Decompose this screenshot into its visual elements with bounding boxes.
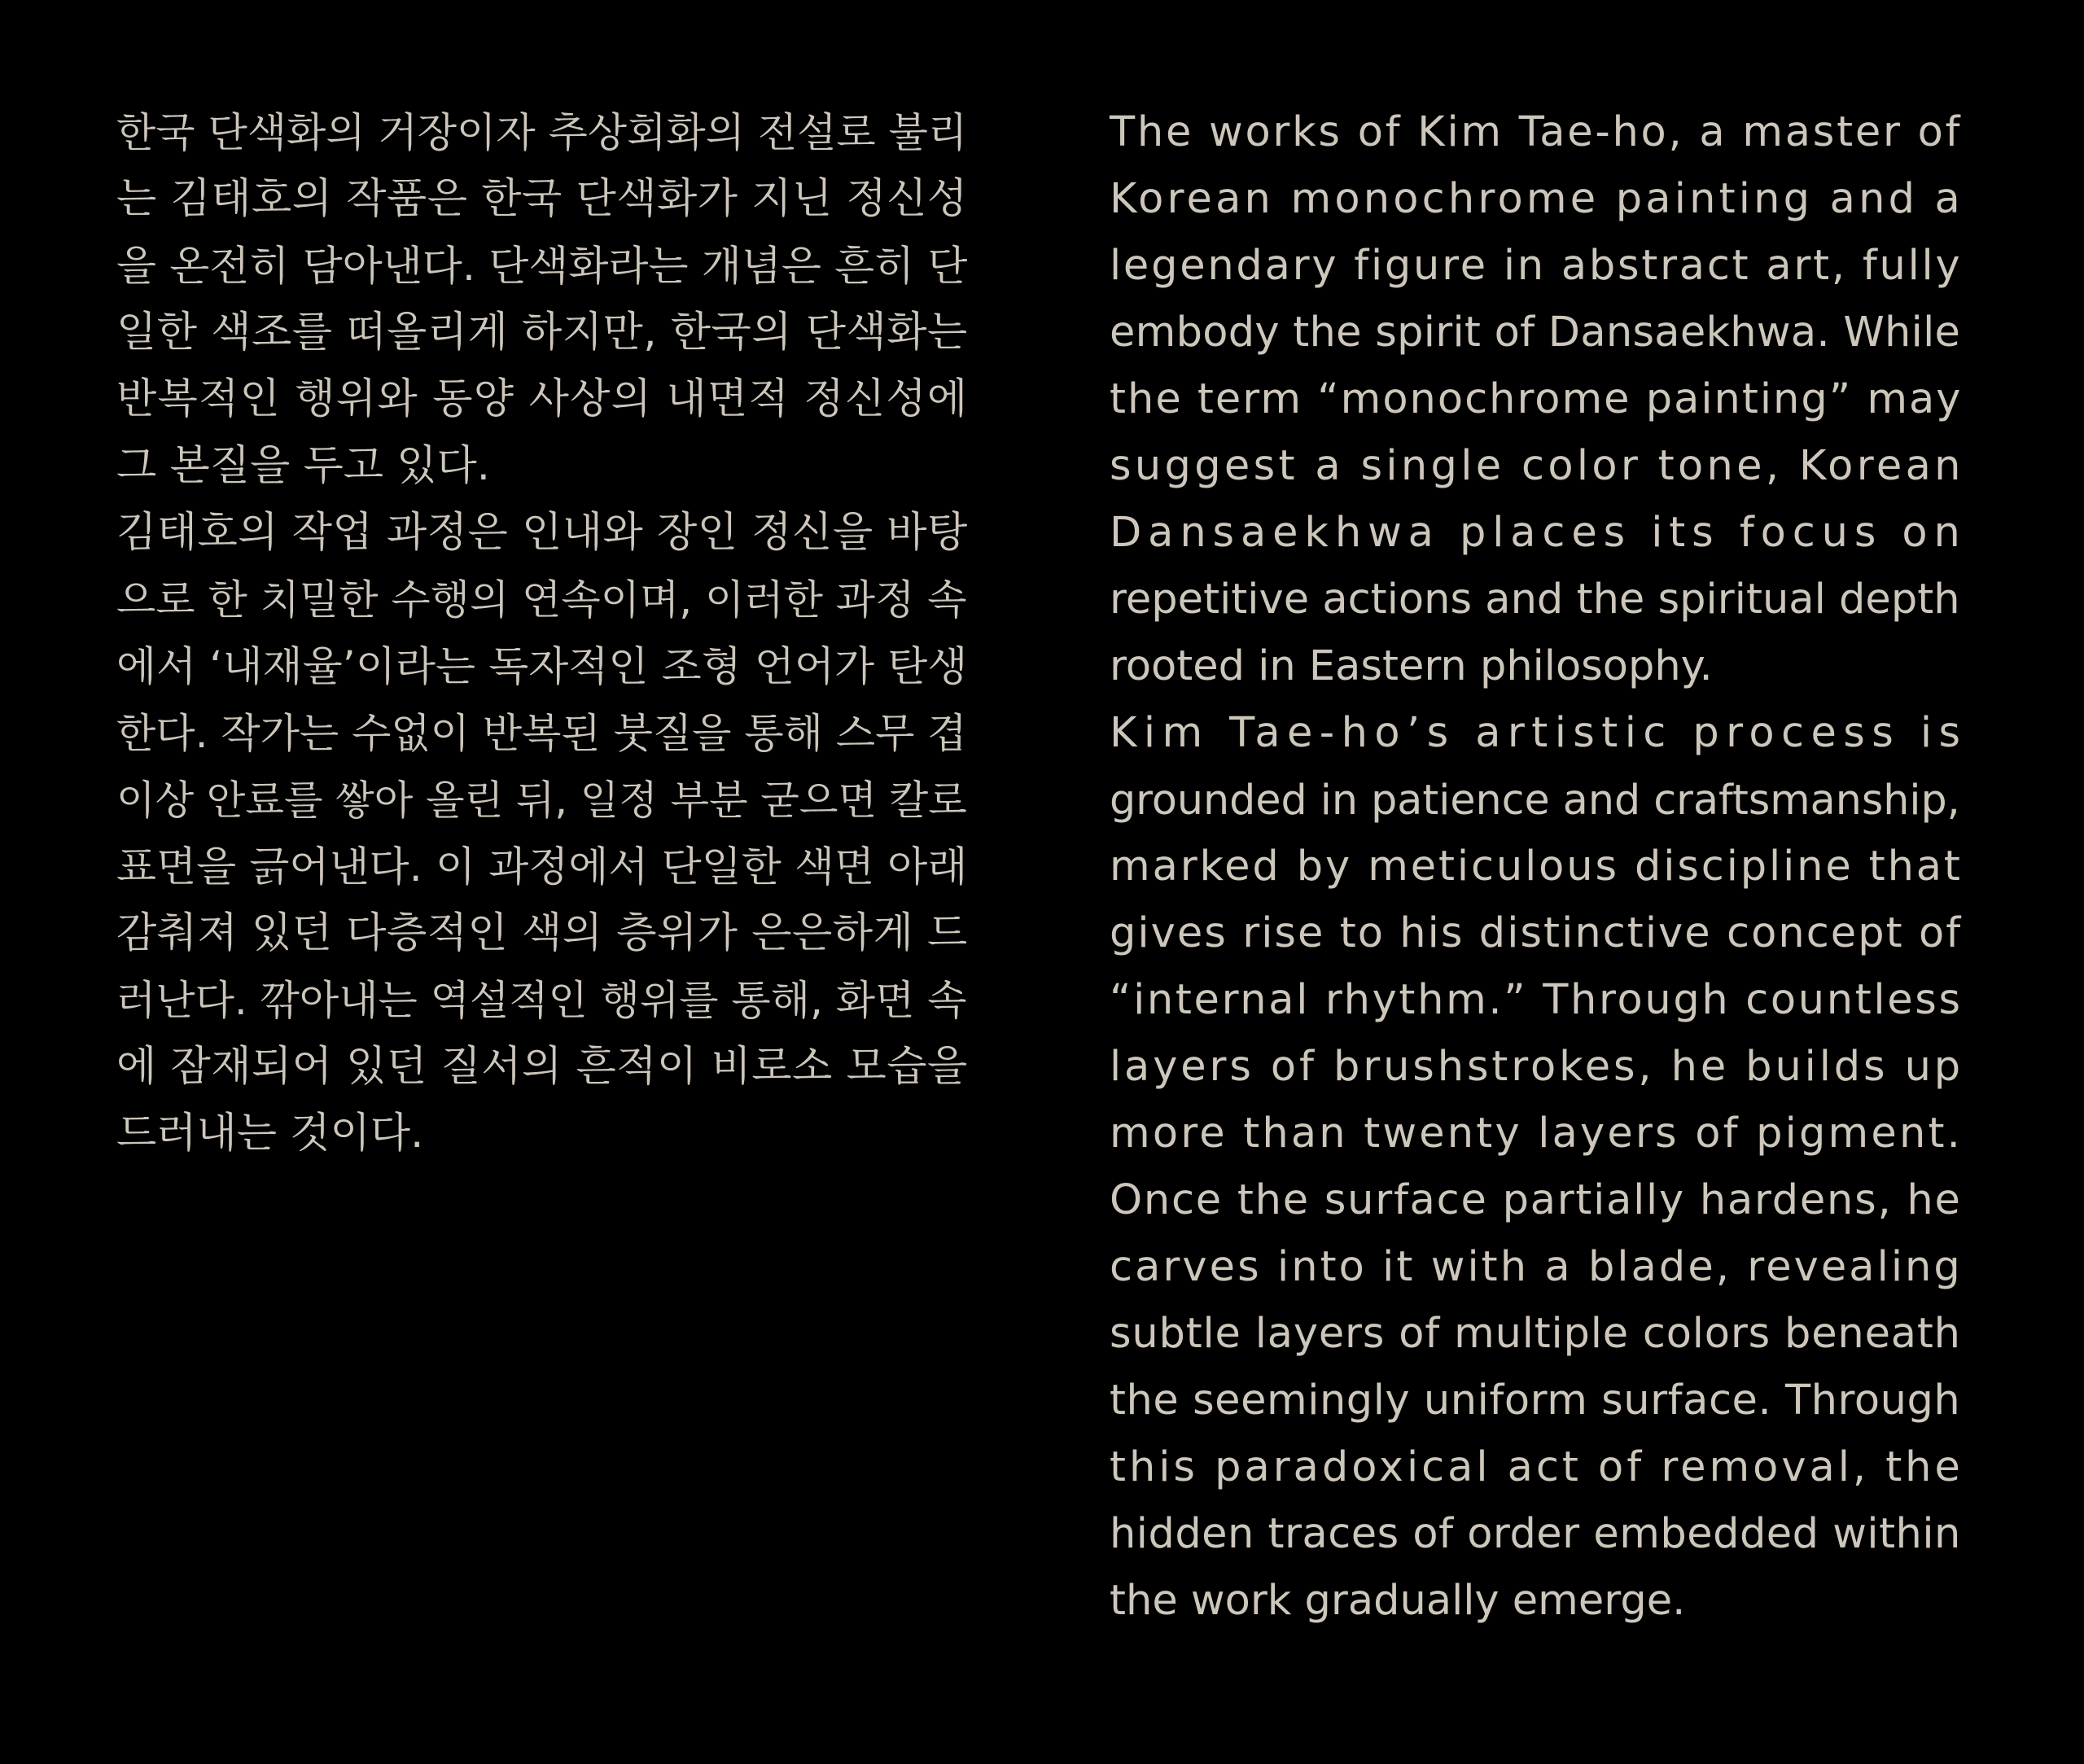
- korean-line: 이상 안료를 쌓아 올린 뒤, 일정 부분 굳으면 칼로: [116, 777, 967, 824]
- english-line: Dansaekhwa places its focus on: [1110, 509, 1967, 557]
- english-text-column: [1110, 99, 1968, 1635]
- korean-line: 한다. 작가는 수없이 반복된 붓질을 통해 스무 겹: [116, 710, 967, 757]
- korean-line: 으로 한 치밀한 수행의 연속이며, 이러한 과정 속: [116, 576, 967, 624]
- korean-line: 그 본질을 두고 있다.: [116, 442, 490, 490]
- english-line: grounded in patience and craftsmanship,: [1110, 776, 1960, 824]
- korean-line: 드러내는 것이다.: [116, 1110, 424, 1158]
- english-line: Kim Tae-ho’s artistic process is: [1110, 709, 1968, 757]
- korean-line: 는 김태호의 작품은 한국 단색화가 지닌 정신성: [116, 175, 968, 223]
- english-line: Korean monochrome painting and a: [1110, 175, 1964, 223]
- english-line: carves into it with a blade, revealing: [1110, 1243, 1963, 1291]
- korean-line: 에서 ‘내재율’이라는 독자적인 조형 언어가 탄생: [116, 642, 968, 690]
- english-line: layers of brushstrokes, he builds up: [1110, 1043, 1964, 1091]
- korean-line: 표면을 긁어낸다. 이 과정에서 단일한 색면 아래: [116, 843, 968, 891]
- english-line: subtle layers of multiple colors beneath: [1110, 1310, 1961, 1358]
- korean-text-column: [116, 99, 967, 1167]
- english-line: more than twenty layers of pigment.: [1110, 1110, 1964, 1158]
- english-line: embody the spirit of Dansaekhwa. While: [1110, 309, 1961, 357]
- korean-line: 을 온전히 담아낸다. 단색화라는 개념은 흔히 단: [116, 242, 968, 290]
- english-line: hidden traces of order embedded within: [1110, 1510, 1961, 1558]
- korean-line: 반복적인 행위와 동양 사상의 내면적 정신성에: [116, 375, 969, 423]
- english-line: Once the surface partially hardens, he: [1110, 1176, 1962, 1224]
- english-line: the work gradually emerge.: [1110, 1577, 1686, 1625]
- english-line: suggest a single color tone, Korean: [1110, 442, 1964, 490]
- korean-line: 한국 단색화의 거장이자 추상회화의 전설로 불리: [116, 109, 968, 156]
- english-line: the seemingly uniform surface. Through: [1110, 1377, 1961, 1425]
- english-line: this paradoxical act of removal, the: [1110, 1443, 1964, 1491]
- english-line: rooted in Eastern philosophy.: [1110, 642, 1713, 690]
- english-line: The works of Kim Tae-ho, a master of: [1110, 108, 1963, 156]
- korean-line: 김태호의 작업 과정은 인내와 장인 정신을 바탕: [116, 509, 968, 557]
- english-line: gives rise to his distinctive concept of: [1110, 909, 1963, 957]
- english-line: the term “monochrome painting” may: [1110, 375, 1963, 423]
- korean-line: 일한 색조를 떠올리게 하지만, 한국의 단색화는: [116, 309, 968, 357]
- english-line: legendary figure in abstract art, fully: [1110, 242, 1963, 290]
- english-line: repetitive actions and the spiritual depth: [1110, 576, 1960, 624]
- korean-line: 감춰져 있던 다층적인 색의 층위가 은은하게 드: [116, 909, 968, 957]
- english-line: “internal rhythm.” Through countless: [1110, 976, 1963, 1024]
- korean-line: 러난다. 깎아내는 역설적인 행위를 통해, 화면 속: [116, 977, 967, 1024]
- korean-line: 에 잠재되어 있던 질서의 흔적이 비로소 모습을: [116, 1043, 968, 1091]
- english-line: marked by meticulous discipline that: [1110, 843, 1963, 891]
